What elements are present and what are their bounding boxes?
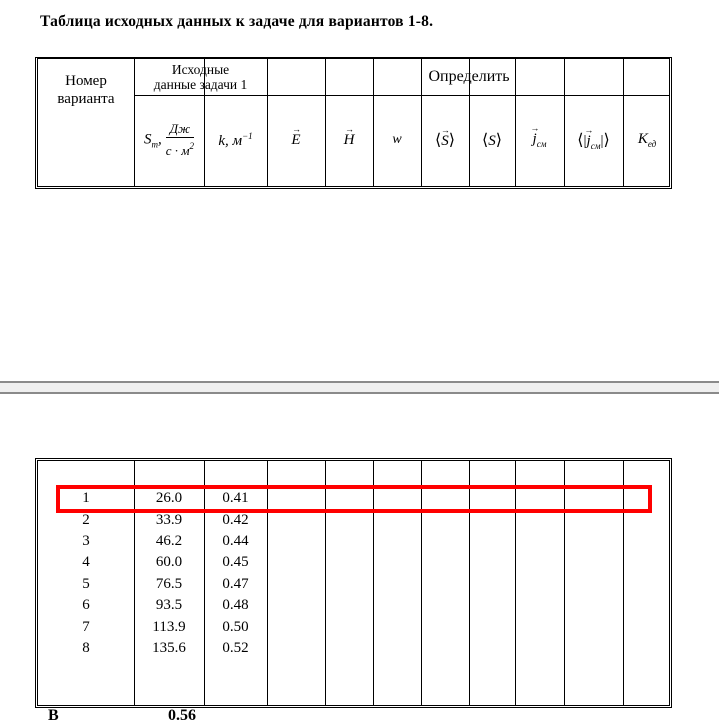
k-value: 0.44 xyxy=(222,532,249,549)
table-row xyxy=(38,638,669,659)
header-col-S-avg: ⟨S⟩ xyxy=(482,132,502,149)
k-value: 0.42 xyxy=(222,511,249,528)
header-col-j-displacement: → $j_{см}$ xyxy=(530,123,547,149)
sm-value: 46.2 xyxy=(155,532,183,549)
k-value: 0.45 xyxy=(222,554,249,571)
sm-value: 33.9 xyxy=(155,511,183,528)
k-value: 0.50 xyxy=(222,618,249,635)
table-row xyxy=(38,616,669,637)
variant-number: 5 xyxy=(82,575,90,592)
k-value: 0.41 xyxy=(222,490,249,507)
header-col-k: k, $м^{-1}$ xyxy=(218,130,253,149)
header-source-data-group: Исходные данные задачи 1 xyxy=(153,61,248,92)
clipped-text-fragment: В xyxy=(48,707,59,724)
header-col-S-vector-avg: ⟨ → S⟩ xyxy=(435,125,455,149)
variant-number: 2 xyxy=(82,511,90,528)
header-col-H-vector: → H xyxy=(343,123,355,148)
variant-number: 3 xyxy=(82,532,90,549)
document-title: Таблица исходных данных к задаче для вариантов 1-8. xyxy=(40,13,434,30)
header-determine-group: Определить xyxy=(428,68,510,85)
table-row xyxy=(38,552,669,573)
variant-number: 8 xyxy=(82,639,90,656)
clipped-text-fragment: 0.56 xyxy=(168,707,196,724)
header-col-j-displacement-abs-avg: ⟨| → $j_{см}|⟩$ xyxy=(577,124,610,151)
sm-value: 113.9 xyxy=(152,618,186,635)
vector-arrow-icon: → xyxy=(291,123,301,134)
table-row xyxy=(38,595,669,616)
vector-arrow-icon: → xyxy=(584,124,594,135)
header-col-E-vector: → E xyxy=(291,123,301,148)
sm-value: 135.6 xyxy=(152,639,186,656)
k-value: 0.48 xyxy=(222,597,249,614)
header-variant-number: Номер варианта xyxy=(57,73,115,107)
fraction: $\frac{Дж}{с \cdot м^2}$ xyxy=(165,121,195,158)
sm-value: 93.5 xyxy=(155,597,183,614)
variant-number: 4 xyxy=(82,554,90,571)
sm-value: 76.5 xyxy=(155,575,183,592)
page-break-separator xyxy=(0,381,719,394)
table-row xyxy=(38,574,669,595)
header-col-K-ed: $K_{ед}$ xyxy=(637,131,657,149)
table-row xyxy=(38,531,669,552)
k-value: 0.52 xyxy=(222,639,249,656)
data-table-header xyxy=(35,57,672,189)
variant-number: 6 xyxy=(82,597,90,614)
vector-arrow-icon: → xyxy=(345,123,355,134)
k-value: 0.47 xyxy=(222,575,249,592)
row-highlight-annotation xyxy=(56,485,652,513)
variant-number: 7 xyxy=(82,618,90,635)
variant-number: 1 xyxy=(82,490,90,507)
vector-arrow-icon: → xyxy=(440,125,450,135)
sm-value: 60.0 xyxy=(155,554,183,571)
sm-value: 26.0 xyxy=(155,490,183,507)
vector-arrow-icon: → xyxy=(530,123,540,133)
header-col-w: w xyxy=(392,132,402,147)
header-col-sm: $S_m$, $\frac{Дж}{с \cdot м^2}$ xyxy=(143,121,195,158)
